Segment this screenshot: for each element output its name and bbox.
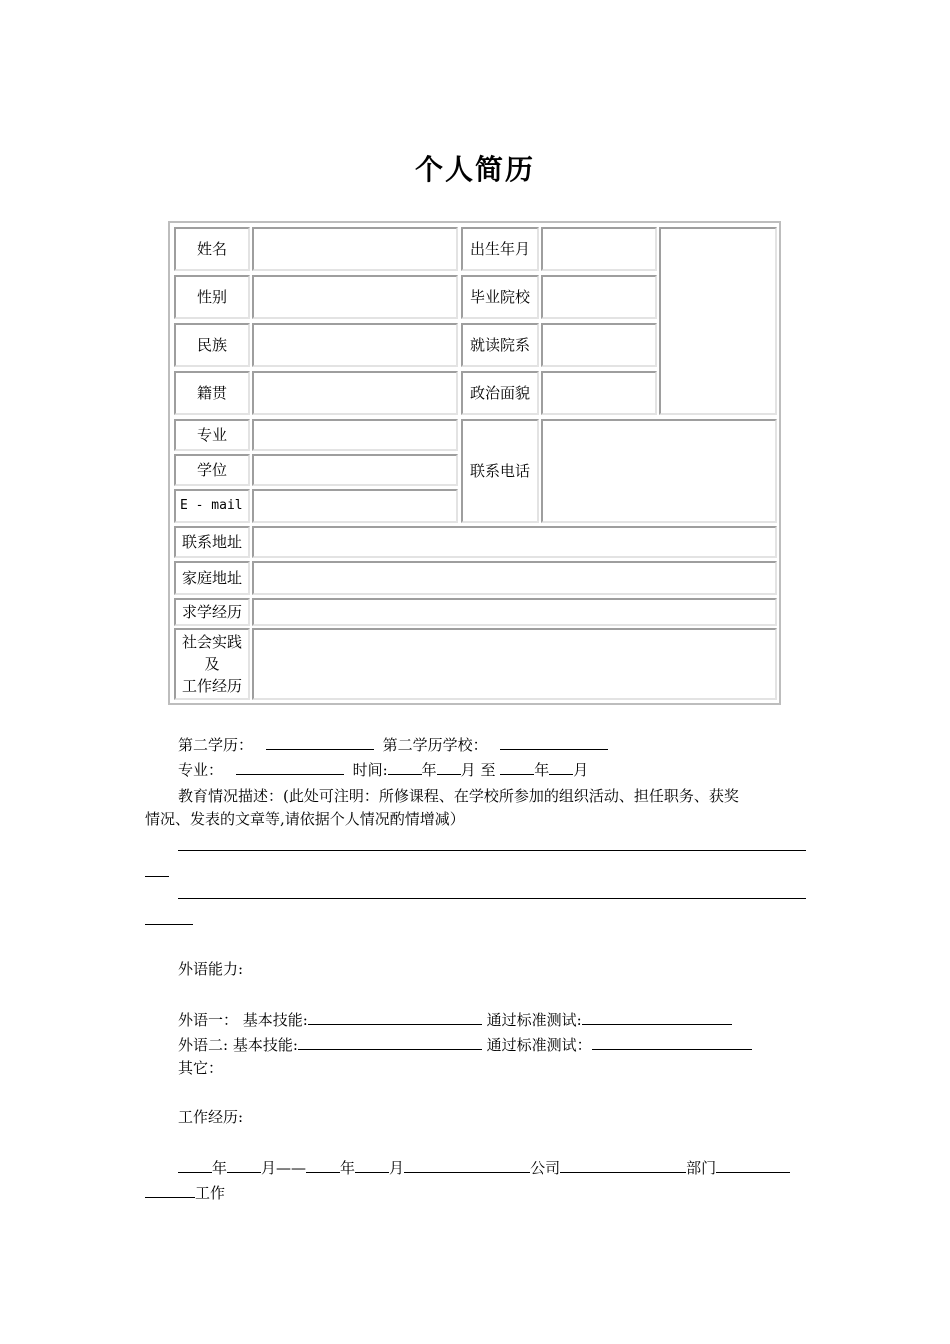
work-role-blank-b[interactable] (145, 1182, 195, 1198)
label-study-history: 求学经历 (174, 598, 250, 626)
work-start-month-blank[interactable] (227, 1157, 261, 1173)
work-role-blank-a[interactable] (716, 1157, 790, 1173)
second-school-blank[interactable] (500, 734, 608, 750)
edu-desc-line2: 情况、发表的文章等,请依据个人情况酌情增减） (145, 810, 465, 828)
second-degree-blank[interactable] (266, 734, 374, 750)
work-month: 月 (389, 1159, 405, 1177)
input-home-address[interactable] (252, 561, 777, 595)
label-email: E - mail (174, 489, 250, 523)
work-entry-line (178, 1157, 790, 1178)
edu-desc-line1: 教育情况描述：(此处可注明：所修课程、在学校所参加的组织活动、担任职务、获奖 (178, 787, 739, 805)
label-practice-work (174, 628, 250, 700)
edu-blank-line-2a[interactable] (178, 898, 806, 899)
work-end-year-blank[interactable] (306, 1157, 340, 1173)
second-degree-line (178, 734, 608, 755)
label-major: 专业 (174, 419, 250, 451)
input-political-status[interactable] (541, 371, 657, 415)
work-dept-blank[interactable] (560, 1157, 686, 1173)
input-phone[interactable] (541, 419, 777, 523)
second-school-label: 第二学历学校： (382, 736, 488, 754)
time-to: 至 (480, 761, 496, 779)
label-practice-line1: 社会实践 (181, 633, 242, 651)
input-email[interactable] (252, 489, 458, 523)
label-native-place: 籍贯 (174, 371, 250, 415)
lang1-test-blank[interactable] (582, 1009, 732, 1025)
label-contact-address: 联系地址 (174, 526, 250, 558)
label-birth: 出生年月 (461, 227, 539, 271)
input-gender[interactable] (252, 275, 458, 319)
major-label: 专业： (178, 761, 224, 779)
time-month-2: 月 (573, 761, 589, 779)
work-year-2: 年 (340, 1159, 356, 1177)
label-department: 就读院系 (461, 323, 539, 367)
work-year-1: 年 (212, 1159, 228, 1177)
time-start-month-blank[interactable] (437, 759, 461, 775)
input-ethnicity[interactable] (252, 323, 458, 367)
edu-blank-line-2b[interactable] (145, 924, 193, 925)
input-graduate-school[interactable] (541, 275, 657, 319)
time-end-month-blank[interactable] (549, 759, 573, 775)
time-year-1: 年 (421, 761, 437, 779)
resume-form-table (168, 221, 781, 705)
lang2-label: 外语二: 基本技能: (178, 1036, 298, 1054)
label-political-status: 政治面貌 (461, 371, 539, 415)
label-degree: 学位 (174, 454, 250, 486)
work-label: 工作 (195, 1184, 226, 1202)
input-name[interactable] (252, 227, 458, 271)
time-year-2: 年 (534, 761, 550, 779)
input-study-history[interactable] (252, 598, 777, 626)
page-title: 个人简历 (414, 153, 535, 186)
lang2-test-blank[interactable] (592, 1034, 752, 1050)
second-degree-label: 第二学历： (178, 736, 254, 754)
input-degree[interactable] (252, 454, 458, 486)
work-dash: 月—— (261, 1159, 307, 1177)
work-dept-label: 部门 (686, 1159, 717, 1177)
edu-blank-line-1a[interactable] (178, 850, 806, 851)
input-birth[interactable] (541, 227, 657, 271)
edu-blank-line-1b[interactable] (145, 876, 169, 877)
work-start-year-blank[interactable] (178, 1157, 212, 1173)
photo-cell[interactable] (659, 227, 777, 415)
input-native-place[interactable] (252, 371, 458, 415)
lang1-line (178, 1009, 732, 1030)
foreign-language-heading: 外语能力: (178, 960, 244, 978)
label-home-address: 家庭地址 (174, 561, 250, 595)
lang1-test-label: 通过标准测试: (486, 1011, 582, 1029)
input-department[interactable] (541, 323, 657, 367)
major-blank[interactable] (236, 759, 344, 775)
lang2-skill-blank[interactable] (298, 1034, 482, 1050)
work-entry-line2 (145, 1182, 225, 1203)
input-major[interactable] (252, 419, 458, 451)
time-start-year-blank[interactable] (388, 759, 422, 775)
label-phone: 联系电话 (461, 419, 539, 523)
lang1-skill-blank[interactable] (308, 1009, 482, 1025)
work-history-heading: 工作经历: (178, 1108, 244, 1126)
time-label: 时间: (352, 761, 388, 779)
lang2-test-label: 通过标准测试： (486, 1036, 592, 1054)
time-end-year-blank[interactable] (500, 759, 534, 775)
lang1-label: 外语一： 基本技能: (178, 1011, 308, 1029)
lang2-line (178, 1034, 752, 1055)
time-month-1: 月 (460, 761, 476, 779)
major-time-line (178, 759, 588, 780)
label-gender: 性别 (174, 275, 250, 319)
work-company-label: 公司 (530, 1159, 561, 1177)
input-contact-address[interactable] (252, 526, 777, 558)
label-name: 姓名 (174, 227, 250, 271)
label-practice-line3: 工作经历 (181, 677, 242, 695)
other-label: 其它： (178, 1059, 224, 1077)
work-company-blank[interactable] (404, 1157, 530, 1173)
label-ethnicity: 民族 (174, 323, 250, 367)
label-practice-line2: 及 (204, 655, 220, 673)
label-graduate-school: 毕业院校 (461, 275, 539, 319)
work-end-month-blank[interactable] (355, 1157, 389, 1173)
input-practice-work[interactable] (252, 628, 777, 700)
